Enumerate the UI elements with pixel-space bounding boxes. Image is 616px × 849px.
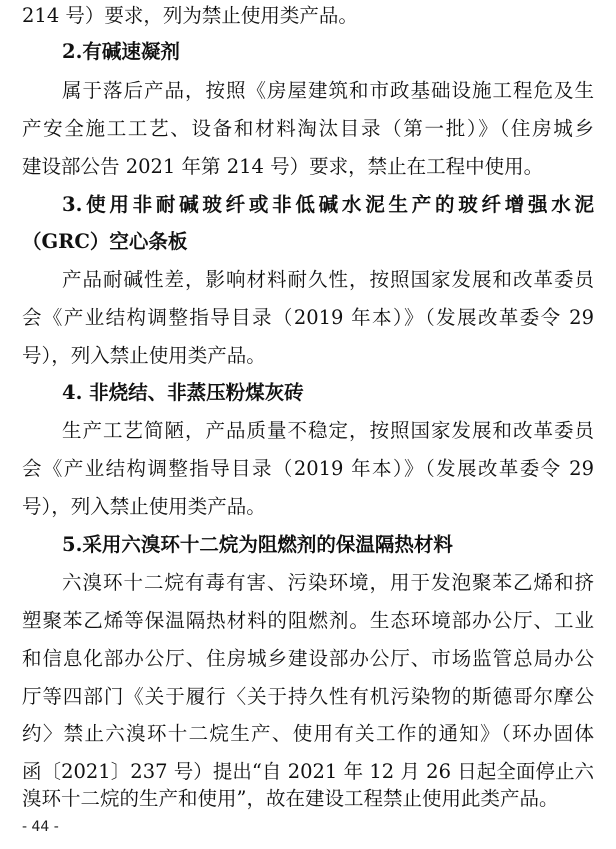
paragraph-line: 约〉禁止六溴环十二烷生产、使用有关工作的通知》（环办固体 — [22, 722, 594, 745]
paragraph-line: 属于落后产品，按照《房屋建筑和市政基础设施工程危及生 — [62, 79, 594, 102]
paragraph-line: 六溴环十二烷有毒有害、污染环境，用于发泡聚苯乙烯和挤 — [62, 571, 594, 594]
paragraph-line: 会《产业结构调整指导目录（2019 年本）》（发展改革委令 29 — [22, 457, 594, 480]
paragraph-line: 会《产业结构调整指导目录（2019 年本）》（发展改革委令 29 — [22, 306, 594, 329]
paragraph-line: 塑聚苯乙烯等保温隔热材料的阻燃剂。生态环境部办公厅、工业 — [22, 609, 594, 632]
paragraph-line: 建设部公告 2021 年第 214 号）要求，禁止在工程中使用。 — [22, 155, 544, 178]
paragraph-line: 产安全施工工艺、设备和材料淘汰目录（第一批）》（住房城乡 — [22, 117, 594, 140]
heading-item-2: 2.有碱速凝剂 — [62, 40, 180, 63]
paragraph-line: 溴环十二烷的生产和使用”，故在建设工程禁止使用此类产品。 — [22, 787, 559, 810]
paragraph-line: 生产工艺简陋，产品质量不稳定，按照国家发展和改革委员 — [62, 419, 594, 442]
heading-item-3: 3.使用非耐碱玻纤或非低碱水泥生产的玻纤增强水泥 — [62, 193, 594, 216]
paragraph-line: 厅等四部门《关于履行〈关于持久性有机污染物的斯德哥尔摩公 — [22, 685, 594, 708]
heading-item-3-continued: （GRC）空心条板 — [22, 230, 188, 253]
page-number: - 44 - — [22, 819, 59, 835]
paragraph-line: 函〔2021〕237 号）提出“自 2021 年 12 月 26 日起全面停止六 — [22, 760, 594, 783]
paragraph-line: 产品耐碱性差，影响材料耐久性，按照国家发展和改革委员 — [62, 268, 594, 291]
paragraph-line: 号），列入禁止使用类产品。 — [22, 495, 266, 518]
paragraph-line: 和信息化部办公厅、住房城乡建设部办公厅、市场监管总局办公 — [22, 647, 594, 670]
heading-item-4: 4. 非烧结、非蒸压粉煤灰砖 — [62, 381, 304, 404]
paragraph-continuation: 214 号）要求，列为禁止使用类产品。 — [22, 4, 358, 27]
heading-item-5: 5.采用六溴环十二烷为阻燃剂的保温隔热材料 — [62, 533, 453, 556]
paragraph-line: 号），列入禁止使用类产品。 — [22, 344, 266, 367]
